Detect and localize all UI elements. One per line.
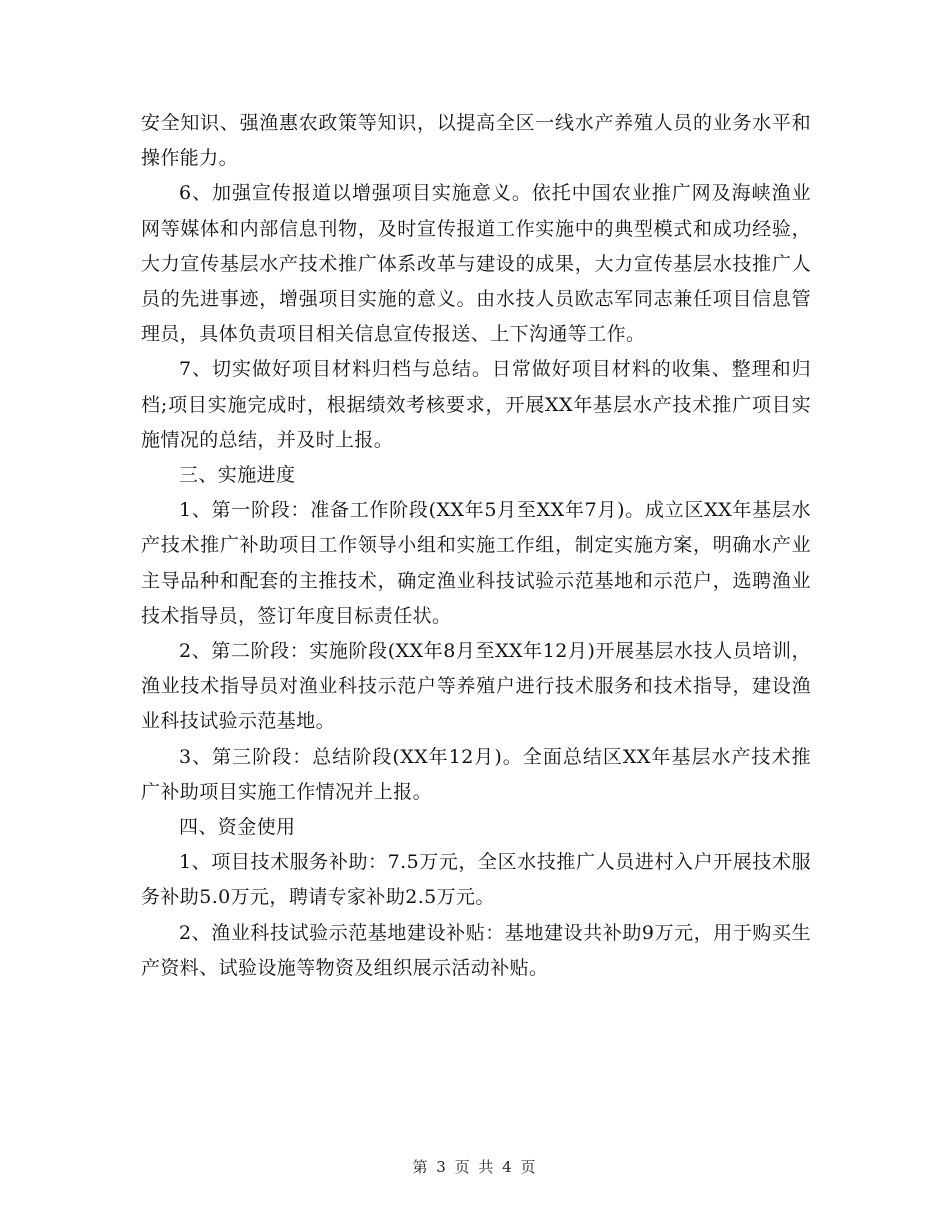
section-heading-funding: 四、资金使用 <box>179 816 296 839</box>
paragraph-funding-2: 2、渔业科技试验示范基地建设补贴：基地建设共补助9万元，用于购买生产资料、试验设施等物资及组织展示活动补贴。 <box>141 921 811 979</box>
document-body <box>141 106 811 986</box>
paragraph-stage-1: 1、第一阶段：准备工作阶段(XX年5月至XX年7月)。成立区XX年基层水产技术推广补助项目工作领导小组和实施工作组，制定实施方案，明确水产业主导品种和配套的主推技术，确定渔业科技试验示范基地和示范户，选聘渔业技术指导员，签订年度目标责任状。 <box>141 499 811 627</box>
paragraph-funding-1: 1、项目技术服务补助：7.5万元，全区水技推广人员进村入户开展技术服务补助5.0万元，聘请专家补助2.5万元。 <box>141 851 811 909</box>
paragraph-stage-2: 2、第二阶段：实施阶段(XX年8月至XX年12月)开展基层水技人员培训，渔业技术指导员对渔业科技示范户等养殖户进行技术服务和技术指导，建设渔业科技试验示范基地。 <box>141 640 811 733</box>
paragraph-item-7-archiving: 7、切实做好项目材料归档与总结。日常做好项目材料的收集、整理和归档;项目实施完成时，根据绩效考核要求，开展XX年基层水产技术推广项目实施情况的总结，并及时上报。 <box>141 358 811 451</box>
section-heading-schedule: 三、实施进度 <box>179 464 296 487</box>
paragraph-stage-3: 3、第三阶段：总结阶段(XX年12月)。全面总结区XX年基层水产技术推广补助项目实施工作情况并上报。 <box>141 745 811 803</box>
paragraph-item-6-publicity: 6、加强宣传报道以增强项目实施意义。依托中国农业推广网及海峡渔业网等媒体和内部信息刊物，及时宣传报道工作实施中的典型模式和成功经验，大力宣传基层水产技术推广体系改革与建设的成果，大力宣传基层水技推广人员的先进事迹，增强项目实施的意义。由水技人员欧志军同志兼任项目信息管理员，具体负责项目相关信息宣传报送、上下沟通等工作。 <box>141 182 811 346</box>
page-number-footer: 第 3 页 共 4 页 <box>412 1158 538 1176</box>
paragraph-continuation: 安全知识、强渔惠农政策等知识，以提高全区一线水产养殖人员的业务水平和操作能力。 <box>141 112 811 170</box>
